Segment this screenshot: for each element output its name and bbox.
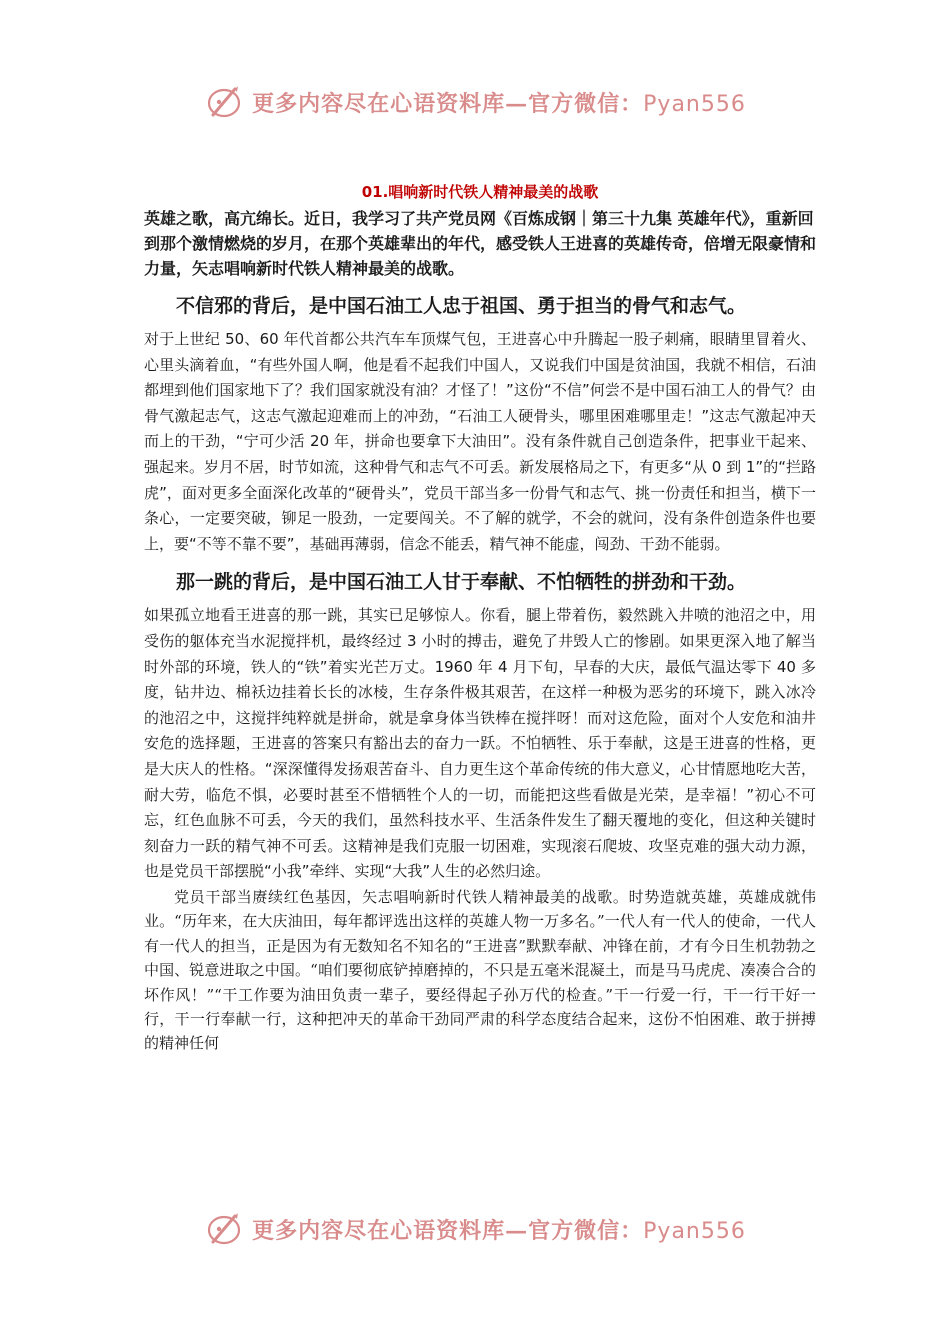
intro-paragraph: 英雄之歌，高亢绵长。近日，我学习了共产党员网《百炼成钢｜第三十九集 英雄年代》，重新回到那个激情燃烧的岁月，在那个英雄辈出的年代，感受铁人王进喜的英雄传奇，倍增无限豪情和力量，矢志唱响新时代铁人精神最美的战歌。 xyxy=(144,209,817,278)
section-heading-1: 不信邪的背后，是中国石油工人忠于祖国、勇于担当的骨气和志气。 xyxy=(176,295,747,317)
document-body xyxy=(144,180,816,1056)
header-watermark-banner xyxy=(0,80,950,124)
footer-watermark-banner xyxy=(0,1207,950,1251)
footer-watermark-text: 更多内容尽在心语资料库—官方微信：Pyan556 xyxy=(252,1217,746,1244)
section-heading-2: 那一跳的背后，是中国石油工人甘于奉献、不怕牺牲的拼劲和干劲。 xyxy=(176,571,747,594)
pen-logo-icon xyxy=(204,82,244,122)
document-title: 01.唱响新时代铁人精神最美的战歌 xyxy=(361,183,599,201)
section-1-paragraph: 对于上世纪 50、60 年代首都公共汽车车顶煤气包，王进喜心中升腾起一股子刺痛，眼睛里冒着火、心里头滴着血，“有些外国人啊，他是看不起我们中国人，又说我们中国是贫油国，我就不相信，石油都埋到他们国家地下了？我们国家就没有油？才怪了！”这份“不信”何尝不是中国石油工人的骨气？由骨气激起志气，这志气激起迎难而上的冲劲，“石油工人硬骨头，哪里困难哪里走！”这志气激起冲天而上的干劲，“宁可少活 20 年，拼命也要拿下大油田”。没有条件就自己创造条件，把事业干起来、强起来。岁月不居，时节如流，这种骨气和志气不可丢。新发展格局之下，有更多“从 0 到 1”的“拦路虎”，面对更多全面深化改革的“硬骨头”，党员干部当多一份骨气和志气、挑一份责任和担当，横下一条心，一定要突破，铆足一股劲，一定要闯关。不了解的就学，不会的就问，没有条件创造条件也要上，要“不等不靠不要”，基础再薄弱，信念不能丢，精气神不能虚，闯劲、干劲不能弱。 xyxy=(144,330,816,553)
header-watermark-text: 更多内容尽在心语资料库—官方微信：Pyan556 xyxy=(252,90,746,117)
closing-paragraph: 党员干部当赓续红色基因，矢志唱响新时代铁人精神最美的战歌。时势造就英雄，英雄成就伟业。“历年来，在大庆油田，每年都评选出这样的英雄人物一万多名。”一代人有一代人的使命，一代人有一代人的担当，正是因为有无数知名不知名的“王进喜”默默奉献、冲锋在前，才有今日生机勃勃之中国、锐意进取之中国。“咱们要彻底铲掉磨掉的，不只是五毫米混凝土，而是马马虎虎、凑凑合合的坏作风！”“干工作要为油田负责一辈子，要经得起子孙万代的检查。”干一行爱一行，干一行干好一行，干一行奉献一行，这种把冲天的革命干劲同严肃的科学态度结合起来，这份不怕困难、敢于拼搏的精神任何 xyxy=(144,887,816,1053)
header-wechat-id: Pyan556 xyxy=(643,91,746,117)
section-2-paragraph: 如果孤立地看王进喜的那一跳，其实已足够惊人。你看，腿上带着伤，毅然跳入井喷的池沼之中，用受伤的躯体充当水泥搅拌机，最终经过 3 小时的搏击，避免了井毁人亡的惨剧。如果更深入地了解当时外部的环境，铁人的“铁”着实光芒万丈。1960 年 4 月下旬，早春的大庆，最低气温达零下 40 多度，钻井边、棉袄边挂着长长的冰棱，生存条件极其艰苦，在这样一种极为恶劣的环境下，跳入冰冷的池沼之中，这搅拌纯粹就是拼命，就是拿身体当铁棒在搅拌呀！而对这危险，面对个人安危和油井安危的选择题，王进喜的答案只有豁出去的奋力一跃。不怕牺牲、乐于奉献，这是王进喜的性格，更是大庆人的性格。“深深懂得发扬艰苦奋斗、自力更生这个革命传统的伟大意义，心甘情愿地吃大苦，耐大劳，临危不惧，必要时甚至不惜牺牲个人的一切，而能把这些看做是光荣，是幸福！”初心不可忘，红色血脉不可丢，今天的我们，虽然科技水平、生活条件发生了翻天覆地的变化，但这种关键时刻奋力一跃的精气神不可丢。这精神是我们克服一切困难，实现滚石爬坡、攻坚克难的强大动力源，也是党员干部摆脱“小我”牵绊、实现“大我”人生的必然归途。 xyxy=(144,606,816,881)
pen-logo-icon xyxy=(204,1209,244,1249)
footer-wechat-id: Pyan556 xyxy=(643,1218,746,1244)
